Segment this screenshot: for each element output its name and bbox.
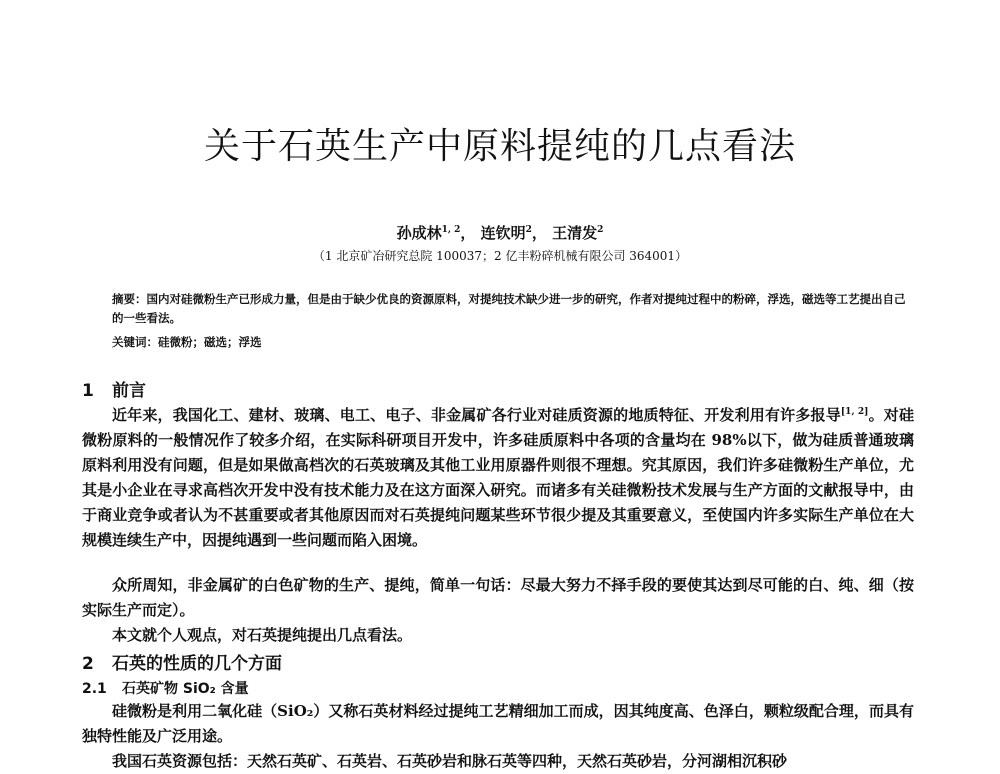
author-line bbox=[0, 222, 1000, 243]
body-paragraph: 众所周知，非金属矿的白色矿物的生产、提纯，简单一句话：尽最大努力不择手段的要使其达到尽可能的白、纯、细（按实际生产而定）。 bbox=[82, 576, 914, 619]
subsection-number: 2.1 bbox=[82, 681, 107, 697]
affiliation: （1 北京矿冶研究总院 100037；2 亿丰粉碎机械有限公司 364001） bbox=[312, 249, 688, 263]
author-name: 孙成林 bbox=[396, 224, 442, 242]
paragraph-text: 近年来，我国化工、建材、玻璃、电工、电子、非金属矿各行业对硅质资源的地质特征、开发利用有许多报导 bbox=[112, 406, 841, 424]
subsection-title: 石英矿物 SiO₂ 含量 bbox=[122, 681, 249, 697]
author-name: 王清发 bbox=[552, 224, 598, 242]
author-name: 连钦明 bbox=[480, 224, 526, 242]
body-paragraph: 硅微粉是利用二氧化硅（SiO₂）又称石英材料经过提纯工艺精细加工而成，因其纯度高、色泽白，颗粒级配合理，而具有独特性能及广泛用途。 bbox=[82, 702, 914, 745]
body-paragraph bbox=[82, 400, 914, 553]
author-separator: ， bbox=[531, 224, 547, 242]
author-affil-mark: 2 bbox=[597, 225, 604, 235]
section-heading bbox=[82, 649, 282, 674]
section-number: 1 bbox=[82, 381, 94, 401]
section-title: 前言 bbox=[112, 381, 146, 401]
keywords: 关键词：硅微粉；磁选；浮选 bbox=[112, 335, 262, 349]
body-paragraph: 本文就个人观点，对石英提纯提出几点看法。 bbox=[112, 626, 413, 644]
citation-ref: [1, 2] bbox=[840, 407, 869, 417]
author-affil-mark: 1, 2 bbox=[441, 225, 461, 235]
author-separator: ， bbox=[460, 224, 476, 242]
section-title: 石英的性质的几个方面 bbox=[112, 654, 282, 674]
paper-title: 关于石英生产中原料提纯的几点看法 bbox=[203, 126, 796, 167]
abstract: 摘要：国内对硅微粉生产已形成力量，但是由于缺少优良的资源原料，对提纯技术缺少进一步的研究，作者对提纯过程中的粉碎，浮选，磁选等工艺提出自己的一些看法。 bbox=[112, 292, 906, 325]
paragraph-text: 。对硅微粉原料的一般情况作了较多介绍，在实际科研项目开发中，许多硅质原料中各项的含量均在 98%以下，做为硅质普通玻璃原料利用没有问题，但是如果做高档次的石英玻璃及其他工业用原器件则很不理想。究其原因，我们许多硅微粉生产单位，尤其是小企业在寻求高档次开发中没有技术能力及在这方面深入研究。而诸多有关硅微粉技术发展与生产方面的文献报导中，由于商业竞争或者认为不甚重要或者其他原因而对石英提纯问题某些环节很少提及其重要意义，至使国内许多实际生产单位在大规模连续生产中，因提纯遇到一些问题而陷入困境。 bbox=[82, 406, 914, 549]
subsection-heading bbox=[82, 678, 249, 698]
body-paragraph: 我国石英资源包括：天然石英矿、石英岩、石英砂岩和脉石英等四种，天然石英砂岩，分河湖相沉积砂 bbox=[112, 752, 788, 770]
section-heading bbox=[82, 376, 146, 401]
author-affil-mark: 2 bbox=[525, 225, 532, 235]
section-number: 2 bbox=[82, 654, 94, 674]
